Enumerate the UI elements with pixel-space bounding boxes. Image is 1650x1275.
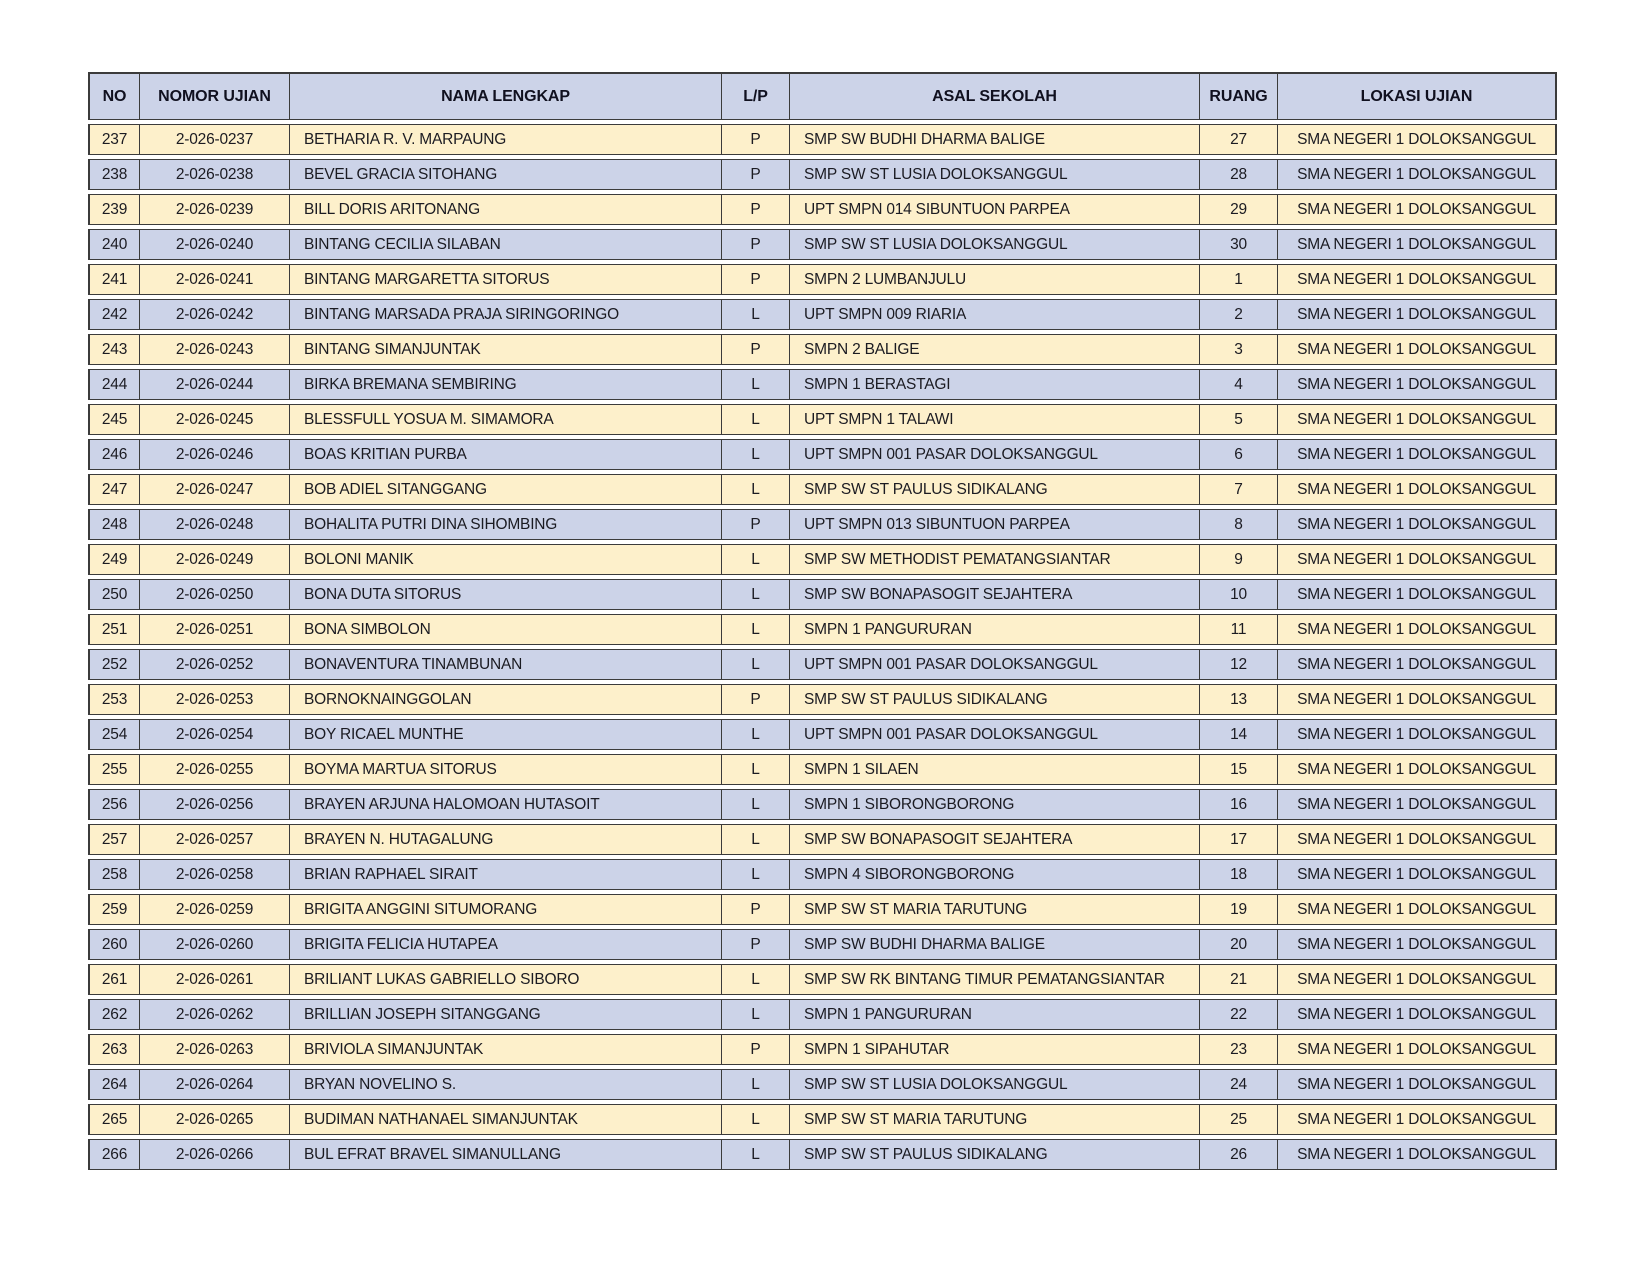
- cell-nomor_ujian: 2-026-0250: [140, 579, 290, 610]
- cell-lokasi_ujian: SMA NEGERI 1 DOLOKSANGGUL: [1278, 789, 1557, 820]
- cell-asal_sekolah: SMPN 1 SIBORONGBORONG: [790, 789, 1200, 820]
- cell-asal_sekolah: SMP SW METHODIST PEMATANGSIANTAR: [790, 544, 1200, 575]
- cell-nomor_ujian: 2-026-0251: [140, 614, 290, 645]
- cell-nama_lengkap: BRYAN NOVELINO S.: [290, 1069, 722, 1100]
- cell-lokasi_ujian: SMA NEGERI 1 DOLOKSANGGUL: [1278, 999, 1557, 1030]
- cell-nomor_ujian: 2-026-0247: [140, 474, 290, 505]
- exam-roster-table: [88, 68, 1557, 1174]
- cell-nama_lengkap: BRIGITA ANGGINI SITUMORANG: [290, 894, 722, 925]
- cell-nomor_ujian: 2-026-0249: [140, 544, 290, 575]
- cell-asal_sekolah: SMPN 1 PANGURURAN: [790, 614, 1200, 645]
- table-row: [88, 334, 1557, 365]
- cell-ruang: 2: [1200, 299, 1278, 330]
- cell-lokasi_ujian: SMA NEGERI 1 DOLOKSANGGUL: [1278, 579, 1557, 610]
- cell-no: 242: [88, 299, 140, 330]
- cell-asal_sekolah: SMP SW BONAPASOGIT SEJAHTERA: [790, 824, 1200, 855]
- cell-nomor_ujian: 2-026-0256: [140, 789, 290, 820]
- column-header-ruang: RUANG: [1200, 72, 1278, 120]
- cell-nomor_ujian: 2-026-0264: [140, 1069, 290, 1100]
- cell-nomor_ujian: 2-026-0243: [140, 334, 290, 365]
- table-row: [88, 929, 1557, 960]
- cell-lokasi_ujian: SMA NEGERI 1 DOLOKSANGGUL: [1278, 649, 1557, 680]
- cell-nomor_ujian: 2-026-0260: [140, 929, 290, 960]
- cell-lp: L: [722, 404, 790, 435]
- table-row: [88, 649, 1557, 680]
- cell-ruang: 27: [1200, 124, 1278, 155]
- cell-lokasi_ujian: SMA NEGERI 1 DOLOKSANGGUL: [1278, 614, 1557, 645]
- cell-nama_lengkap: BORNOKNAINGGOLAN: [290, 684, 722, 715]
- cell-lp: L: [722, 439, 790, 470]
- cell-asal_sekolah: UPT SMPN 009 RIARIA: [790, 299, 1200, 330]
- cell-nama_lengkap: BRILIANT LUKAS GABRIELLO SIBORO: [290, 964, 722, 995]
- cell-asal_sekolah: SMP SW ST MARIA TARUTUNG: [790, 894, 1200, 925]
- cell-lokasi_ujian: SMA NEGERI 1 DOLOKSANGGUL: [1278, 124, 1557, 155]
- cell-nomor_ujian: 2-026-0265: [140, 1104, 290, 1135]
- cell-no: 265: [88, 1104, 140, 1135]
- cell-no: 240: [88, 229, 140, 260]
- cell-asal_sekolah: UPT SMPN 014 SIBUNTUON PARPEA: [790, 194, 1200, 225]
- cell-ruang: 5: [1200, 404, 1278, 435]
- cell-nomor_ujian: 2-026-0261: [140, 964, 290, 995]
- cell-ruang: 9: [1200, 544, 1278, 575]
- cell-nama_lengkap: BINTANG SIMANJUNTAK: [290, 334, 722, 365]
- cell-lp: P: [722, 509, 790, 540]
- cell-nomor_ujian: 2-026-0240: [140, 229, 290, 260]
- cell-asal_sekolah: SMP SW BUDHI DHARMA BALIGE: [790, 124, 1200, 155]
- cell-lp: L: [722, 1139, 790, 1170]
- cell-lp: L: [722, 859, 790, 890]
- cell-nomor_ujian: 2-026-0238: [140, 159, 290, 190]
- cell-lokasi_ujian: SMA NEGERI 1 DOLOKSANGGUL: [1278, 439, 1557, 470]
- cell-lp: L: [722, 544, 790, 575]
- cell-ruang: 7: [1200, 474, 1278, 505]
- cell-ruang: 12: [1200, 649, 1278, 680]
- table-row: [88, 754, 1557, 785]
- cell-asal_sekolah: SMP SW RK BINTANG TIMUR PEMATANGSIANTAR: [790, 964, 1200, 995]
- cell-lp: L: [722, 614, 790, 645]
- cell-asal_sekolah: UPT SMPN 001 PASAR DOLOKSANGGUL: [790, 719, 1200, 750]
- cell-nomor_ujian: 2-026-0262: [140, 999, 290, 1030]
- cell-asal_sekolah: UPT SMPN 013 SIBUNTUON PARPEA: [790, 509, 1200, 540]
- cell-lp: L: [722, 719, 790, 750]
- table-row: [88, 439, 1557, 470]
- cell-nama_lengkap: BETHARIA R. V. MARPAUNG: [290, 124, 722, 155]
- cell-nama_lengkap: BILL DORIS ARITONANG: [290, 194, 722, 225]
- cell-no: 239: [88, 194, 140, 225]
- cell-nama_lengkap: BONA DUTA SITORUS: [290, 579, 722, 610]
- cell-nomor_ujian: 2-026-0263: [140, 1034, 290, 1065]
- cell-nomor_ujian: 2-026-0257: [140, 824, 290, 855]
- cell-asal_sekolah: SMP SW BONAPASOGIT SEJAHTERA: [790, 579, 1200, 610]
- cell-nama_lengkap: BRIVIOLA SIMANJUNTAK: [290, 1034, 722, 1065]
- cell-asal_sekolah: SMPN 2 LUMBANJULU: [790, 264, 1200, 295]
- cell-lokasi_ujian: SMA NEGERI 1 DOLOKSANGGUL: [1278, 684, 1557, 715]
- cell-no: 237: [88, 124, 140, 155]
- table-row: [88, 124, 1557, 155]
- cell-lokasi_ujian: SMA NEGERI 1 DOLOKSANGGUL: [1278, 369, 1557, 400]
- cell-lokasi_ujian: SMA NEGERI 1 DOLOKSANGGUL: [1278, 894, 1557, 925]
- cell-nama_lengkap: BOLONI MANIK: [290, 544, 722, 575]
- table-row: [88, 194, 1557, 225]
- cell-ruang: 11: [1200, 614, 1278, 645]
- cell-asal_sekolah: SMPN 4 SIBORONGBORONG: [790, 859, 1200, 890]
- cell-asal_sekolah: SMPN 1 BERASTAGI: [790, 369, 1200, 400]
- table-header: [88, 72, 1557, 120]
- cell-nomor_ujian: 2-026-0244: [140, 369, 290, 400]
- column-header-lp: L/P: [722, 72, 790, 120]
- column-header-nama-lengkap: NAMA LENGKAP: [290, 72, 722, 120]
- table-row: [88, 1104, 1557, 1135]
- cell-nama_lengkap: BLESSFULL YOSUA M. SIMAMORA: [290, 404, 722, 435]
- cell-nomor_ujian: 2-026-0241: [140, 264, 290, 295]
- cell-no: 263: [88, 1034, 140, 1065]
- cell-nama_lengkap: BINTANG MARSADA PRAJA SIRINGORINGO: [290, 299, 722, 330]
- cell-ruang: 3: [1200, 334, 1278, 365]
- table-row: [88, 894, 1557, 925]
- cell-nomor_ujian: 2-026-0252: [140, 649, 290, 680]
- table-row: [88, 369, 1557, 400]
- table-row: [88, 474, 1557, 505]
- cell-no: 245: [88, 404, 140, 435]
- cell-nomor_ujian: 2-026-0258: [140, 859, 290, 890]
- cell-lokasi_ujian: SMA NEGERI 1 DOLOKSANGGUL: [1278, 964, 1557, 995]
- cell-lokasi_ujian: SMA NEGERI 1 DOLOKSANGGUL: [1278, 754, 1557, 785]
- cell-nama_lengkap: BONA SIMBOLON: [290, 614, 722, 645]
- table-row: [88, 579, 1557, 610]
- cell-lp: L: [722, 649, 790, 680]
- cell-lp: L: [722, 1069, 790, 1100]
- cell-asal_sekolah: SMP SW ST PAULUS SIDIKALANG: [790, 1139, 1200, 1170]
- cell-lokasi_ujian: SMA NEGERI 1 DOLOKSANGGUL: [1278, 264, 1557, 295]
- header-row: [88, 72, 1557, 120]
- cell-nomor_ujian: 2-026-0259: [140, 894, 290, 925]
- cell-asal_sekolah: SMPN 2 BALIGE: [790, 334, 1200, 365]
- cell-ruang: 20: [1200, 929, 1278, 960]
- cell-nama_lengkap: BIRKA BREMANA SEMBIRING: [290, 369, 722, 400]
- cell-no: 264: [88, 1069, 140, 1100]
- cell-nama_lengkap: BONAVENTURA TINAMBUNAN: [290, 649, 722, 680]
- cell-lp: P: [722, 229, 790, 260]
- cell-no: 251: [88, 614, 140, 645]
- cell-nomor_ujian: 2-026-0248: [140, 509, 290, 540]
- cell-asal_sekolah: SMP SW BUDHI DHARMA BALIGE: [790, 929, 1200, 960]
- cell-nama_lengkap: BOB ADIEL SITANGGANG: [290, 474, 722, 505]
- cell-nama_lengkap: BRIGITA FELICIA HUTAPEA: [290, 929, 722, 960]
- table-row: [88, 1069, 1557, 1100]
- cell-ruang: 10: [1200, 579, 1278, 610]
- cell-nomor_ujian: 2-026-0245: [140, 404, 290, 435]
- cell-lokasi_ujian: SMA NEGERI 1 DOLOKSANGGUL: [1278, 334, 1557, 365]
- table-row: [88, 789, 1557, 820]
- cell-asal_sekolah: SMP SW ST PAULUS SIDIKALANG: [790, 684, 1200, 715]
- column-header-nomor-ujian: NOMOR UJIAN: [140, 72, 290, 120]
- cell-lokasi_ujian: SMA NEGERI 1 DOLOKSANGGUL: [1278, 159, 1557, 190]
- cell-ruang: 18: [1200, 859, 1278, 890]
- cell-nama_lengkap: BUL EFRAT BRAVEL SIMANULLANG: [290, 1139, 722, 1170]
- cell-lokasi_ujian: SMA NEGERI 1 DOLOKSANGGUL: [1278, 474, 1557, 505]
- cell-nomor_ujian: 2-026-0254: [140, 719, 290, 750]
- cell-asal_sekolah: UPT SMPN 001 PASAR DOLOKSANGGUL: [790, 649, 1200, 680]
- cell-ruang: 23: [1200, 1034, 1278, 1065]
- cell-no: 256: [88, 789, 140, 820]
- cell-asal_sekolah: UPT SMPN 001 PASAR DOLOKSANGGUL: [790, 439, 1200, 470]
- cell-lokasi_ujian: SMA NEGERI 1 DOLOKSANGGUL: [1278, 1034, 1557, 1065]
- cell-lokasi_ujian: SMA NEGERI 1 DOLOKSANGGUL: [1278, 404, 1557, 435]
- cell-asal_sekolah: SMP SW ST LUSIA DOLOKSANGGUL: [790, 1069, 1200, 1100]
- cell-lp: L: [722, 964, 790, 995]
- table-row: [88, 404, 1557, 435]
- cell-nama_lengkap: BEVEL GRACIA SITOHANG: [290, 159, 722, 190]
- cell-no: 257: [88, 824, 140, 855]
- cell-asal_sekolah: SMP SW ST LUSIA DOLOKSANGGUL: [790, 229, 1200, 260]
- table-row: [88, 859, 1557, 890]
- cell-asal_sekolah: SMPN 1 SILAEN: [790, 754, 1200, 785]
- cell-asal_sekolah: UPT SMPN 1 TALAWI: [790, 404, 1200, 435]
- cell-lokasi_ujian: SMA NEGERI 1 DOLOKSANGGUL: [1278, 194, 1557, 225]
- cell-lp: L: [722, 579, 790, 610]
- cell-ruang: 4: [1200, 369, 1278, 400]
- cell-no: 262: [88, 999, 140, 1030]
- column-header-asal-sekolah: ASAL SEKOLAH: [790, 72, 1200, 120]
- cell-nama_lengkap: BUDIMAN NATHANAEL SIMANJUNTAK: [290, 1104, 722, 1135]
- cell-lp: P: [722, 334, 790, 365]
- cell-no: 243: [88, 334, 140, 365]
- cell-lp: P: [722, 929, 790, 960]
- column-header-no: NO: [88, 72, 140, 120]
- cell-asal_sekolah: SMPN 1 PANGURURAN: [790, 999, 1200, 1030]
- cell-lokasi_ujian: SMA NEGERI 1 DOLOKSANGGUL: [1278, 1069, 1557, 1100]
- table-row: [88, 999, 1557, 1030]
- cell-lokasi_ujian: SMA NEGERI 1 DOLOKSANGGUL: [1278, 544, 1557, 575]
- cell-lokasi_ujian: SMA NEGERI 1 DOLOKSANGGUL: [1278, 1104, 1557, 1135]
- cell-lp: P: [722, 159, 790, 190]
- cell-lp: L: [722, 824, 790, 855]
- cell-nomor_ujian: 2-026-0237: [140, 124, 290, 155]
- column-header-lokasi-ujian: LOKASI UJIAN: [1278, 72, 1557, 120]
- cell-no: 266: [88, 1139, 140, 1170]
- cell-nomor_ujian: 2-026-0253: [140, 684, 290, 715]
- cell-lp: P: [722, 1034, 790, 1065]
- cell-lp: L: [722, 789, 790, 820]
- cell-lp: P: [722, 894, 790, 925]
- cell-nama_lengkap: BOHALITA PUTRI DINA SIHOMBING: [290, 509, 722, 540]
- cell-ruang: 25: [1200, 1104, 1278, 1135]
- table-row: [88, 509, 1557, 540]
- cell-ruang: 19: [1200, 894, 1278, 925]
- table-body: [88, 124, 1557, 1170]
- cell-lp: L: [722, 299, 790, 330]
- cell-lp: P: [722, 194, 790, 225]
- cell-lp: L: [722, 474, 790, 505]
- cell-lp: L: [722, 754, 790, 785]
- cell-nomor_ujian: 2-026-0266: [140, 1139, 290, 1170]
- cell-ruang: 24: [1200, 1069, 1278, 1100]
- cell-ruang: 22: [1200, 999, 1278, 1030]
- cell-no: 249: [88, 544, 140, 575]
- table-row: [88, 1034, 1557, 1065]
- cell-ruang: 14: [1200, 719, 1278, 750]
- cell-lokasi_ujian: SMA NEGERI 1 DOLOKSANGGUL: [1278, 229, 1557, 260]
- cell-nama_lengkap: BRAYEN ARJUNA HALOMOAN HUTASOIT: [290, 789, 722, 820]
- table-row: [88, 964, 1557, 995]
- cell-ruang: 26: [1200, 1139, 1278, 1170]
- cell-nomor_ujian: 2-026-0246: [140, 439, 290, 470]
- table-row: [88, 544, 1557, 575]
- cell-no: 255: [88, 754, 140, 785]
- cell-lp: L: [722, 369, 790, 400]
- table-row: [88, 229, 1557, 260]
- cell-no: 259: [88, 894, 140, 925]
- cell-ruang: 6: [1200, 439, 1278, 470]
- table-row: [88, 159, 1557, 190]
- cell-nomor_ujian: 2-026-0239: [140, 194, 290, 225]
- cell-lokasi_ujian: SMA NEGERI 1 DOLOKSANGGUL: [1278, 824, 1557, 855]
- cell-nomor_ujian: 2-026-0242: [140, 299, 290, 330]
- cell-no: 254: [88, 719, 140, 750]
- cell-lp: P: [722, 684, 790, 715]
- table-row: [88, 1139, 1557, 1170]
- cell-nama_lengkap: BOY RICAEL MUNTHE: [290, 719, 722, 750]
- cell-ruang: 29: [1200, 194, 1278, 225]
- cell-nama_lengkap: BOAS KRITIAN PURBA: [290, 439, 722, 470]
- cell-ruang: 8: [1200, 509, 1278, 540]
- cell-lokasi_ujian: SMA NEGERI 1 DOLOKSANGGUL: [1278, 719, 1557, 750]
- cell-no: 248: [88, 509, 140, 540]
- table-row: [88, 264, 1557, 295]
- cell-no: 244: [88, 369, 140, 400]
- cell-ruang: 21: [1200, 964, 1278, 995]
- cell-asal_sekolah: SMP SW ST PAULUS SIDIKALANG: [790, 474, 1200, 505]
- cell-lp: P: [722, 264, 790, 295]
- cell-no: 246: [88, 439, 140, 470]
- cell-asal_sekolah: SMP SW ST LUSIA DOLOKSANGGUL: [790, 159, 1200, 190]
- table-row: [88, 684, 1557, 715]
- cell-ruang: 30: [1200, 229, 1278, 260]
- cell-lokasi_ujian: SMA NEGERI 1 DOLOKSANGGUL: [1278, 299, 1557, 330]
- cell-no: 261: [88, 964, 140, 995]
- cell-no: 252: [88, 649, 140, 680]
- cell-no: 258: [88, 859, 140, 890]
- cell-lp: L: [722, 1104, 790, 1135]
- cell-no: 238: [88, 159, 140, 190]
- cell-nama_lengkap: BOYMA MARTUA SITORUS: [290, 754, 722, 785]
- cell-nama_lengkap: BINTANG MARGARETTA SITORUS: [290, 264, 722, 295]
- cell-no: 250: [88, 579, 140, 610]
- cell-lokasi_ujian: SMA NEGERI 1 DOLOKSANGGUL: [1278, 929, 1557, 960]
- cell-ruang: 15: [1200, 754, 1278, 785]
- cell-no: 241: [88, 264, 140, 295]
- cell-nama_lengkap: BRAYEN N. HUTAGALUNG: [290, 824, 722, 855]
- cell-ruang: 17: [1200, 824, 1278, 855]
- cell-nama_lengkap: BRILLIAN JOSEPH SITANGGANG: [290, 999, 722, 1030]
- cell-no: 247: [88, 474, 140, 505]
- cell-lokasi_ujian: SMA NEGERI 1 DOLOKSANGGUL: [1278, 859, 1557, 890]
- cell-lp: P: [722, 124, 790, 155]
- cell-lokasi_ujian: SMA NEGERI 1 DOLOKSANGGUL: [1278, 509, 1557, 540]
- cell-nomor_ujian: 2-026-0255: [140, 754, 290, 785]
- table-row: [88, 299, 1557, 330]
- cell-asal_sekolah: SMP SW ST MARIA TARUTUNG: [790, 1104, 1200, 1135]
- cell-lokasi_ujian: SMA NEGERI 1 DOLOKSANGGUL: [1278, 1139, 1557, 1170]
- table-row: [88, 824, 1557, 855]
- cell-no: 253: [88, 684, 140, 715]
- cell-lp: L: [722, 999, 790, 1030]
- cell-no: 260: [88, 929, 140, 960]
- cell-ruang: 1: [1200, 264, 1278, 295]
- cell-ruang: 13: [1200, 684, 1278, 715]
- cell-ruang: 16: [1200, 789, 1278, 820]
- cell-ruang: 28: [1200, 159, 1278, 190]
- table-row: [88, 614, 1557, 645]
- cell-nama_lengkap: BINTANG CECILIA SILABAN: [290, 229, 722, 260]
- cell-asal_sekolah: SMPN 1 SIPAHUTAR: [790, 1034, 1200, 1065]
- cell-nama_lengkap: BRIAN RAPHAEL SIRAIT: [290, 859, 722, 890]
- table-row: [88, 719, 1557, 750]
